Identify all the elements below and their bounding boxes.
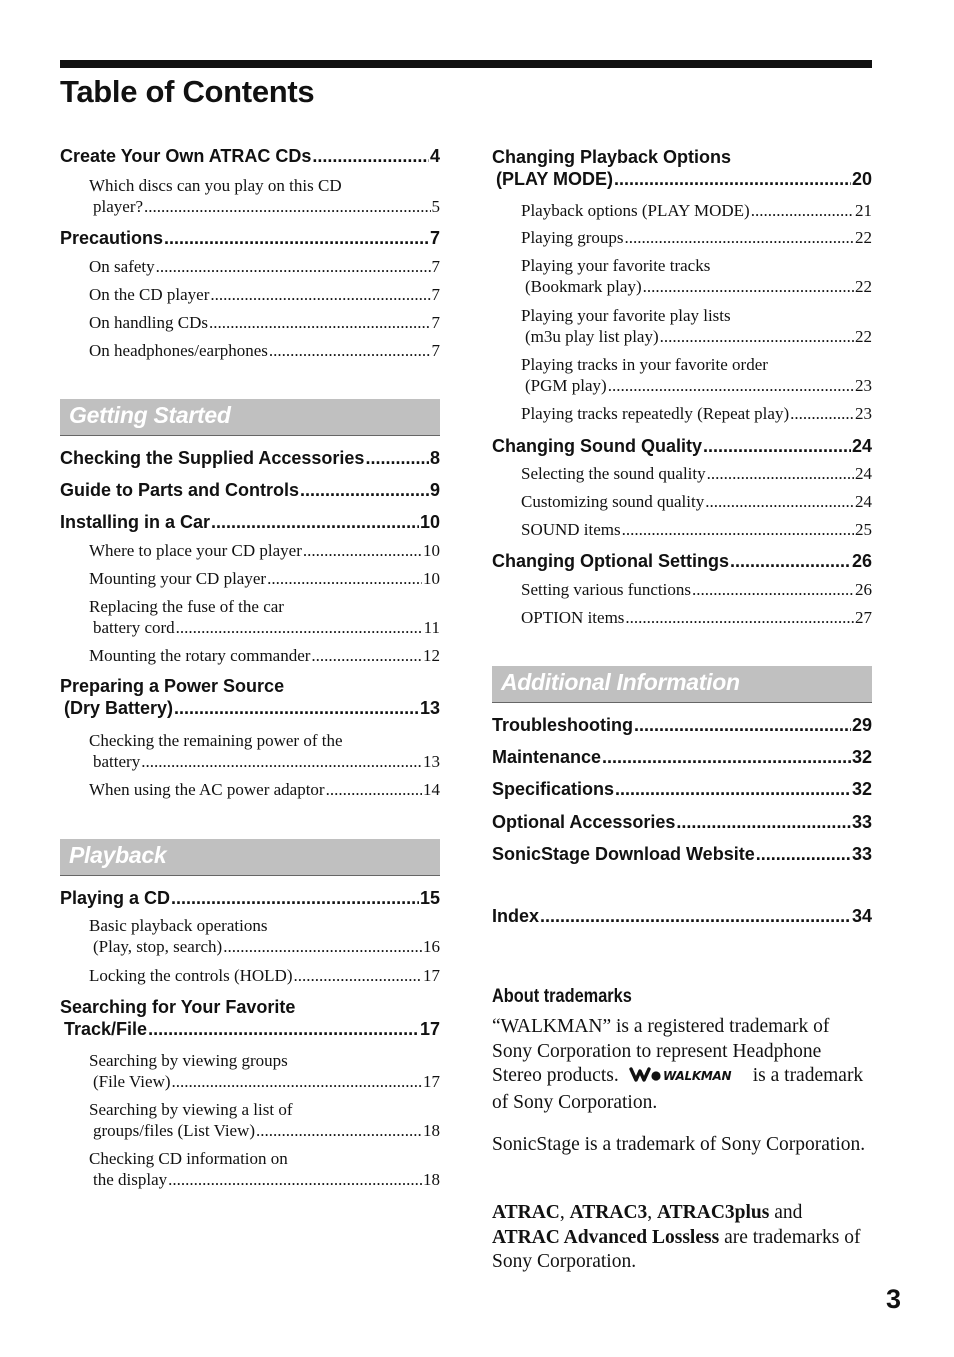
toc-text: SOUND items [521, 520, 621, 539]
toc-subentry [60, 340, 440, 361]
toc-subentry [492, 463, 872, 484]
toc-page-number: 23 [855, 376, 872, 395]
section-heading-label: Getting Started [69, 402, 231, 428]
leader-dots [209, 312, 431, 333]
section-heading-label: Additional Information [501, 669, 740, 695]
toc-page-number: 20 [851, 169, 872, 189]
toc-entry [492, 435, 872, 457]
atrac-name: ATRAC [492, 1202, 560, 1223]
toc-entry [492, 550, 872, 572]
toc-page-number: 21 [855, 201, 872, 220]
toc-entry [60, 447, 440, 469]
trademarks-heading: About trademarks [492, 986, 632, 1007]
toc-text: Which discs can you play on this CD [89, 176, 342, 195]
toc-entry [492, 778, 872, 800]
toc-text: Maintenance [492, 747, 602, 767]
atrac3plus-name: ATRAC3plus [657, 1202, 770, 1223]
toc-text: Preparing a Power Source [60, 676, 285, 696]
toc-entry [60, 511, 440, 533]
toc-text: Mounting your CD player [89, 569, 267, 588]
leader-dots [293, 965, 422, 986]
leader-dots [622, 519, 854, 540]
toc-line [89, 284, 440, 305]
toc-entry [492, 714, 872, 736]
toc-line [521, 326, 872, 347]
toc-text: Replacing the fuse of the car [89, 597, 284, 616]
toc-page-number: 25 [855, 520, 872, 539]
toc-line [60, 996, 440, 1018]
toc-page-number: 22 [855, 327, 872, 346]
toc-line [492, 550, 872, 572]
toc-entry [492, 811, 872, 833]
toc-page-number: 9 [429, 480, 440, 500]
toc-line [89, 596, 440, 617]
toc-text: Playback options (PLAY MODE) [521, 201, 750, 220]
toc-line [492, 746, 872, 768]
trademark-walkman-text-end: is a trademark of Sony Corporation. [492, 1065, 864, 1113]
toc-subentry [492, 607, 872, 628]
toc-line [89, 645, 440, 666]
toc-subentry [60, 645, 440, 666]
toc-text: (PLAY MODE) [496, 169, 614, 189]
toc-text: the display [93, 1170, 168, 1189]
leader-dots [210, 284, 430, 305]
toc-text: Playing a CD [60, 888, 171, 908]
toc-line [89, 965, 440, 986]
toc-page-number: 33 [851, 812, 872, 832]
toc-line [60, 145, 440, 167]
toc-page-number: 7 [431, 257, 440, 276]
toc-text: Playing your favorite play lists [521, 306, 731, 325]
leader-dots [311, 645, 422, 666]
leader-dots [625, 607, 854, 628]
toc-entry [492, 146, 872, 190]
leader-dots [634, 714, 851, 736]
toc-line [89, 1148, 440, 1169]
leader-dots [707, 463, 854, 484]
toc-line [492, 811, 872, 833]
toc-line [89, 1050, 440, 1071]
toc-subentry [60, 1148, 440, 1190]
section-heading-additional-information [492, 666, 872, 703]
toc-page-number: 32 [851, 779, 872, 799]
toc-page-number: 10 [419, 512, 440, 532]
toc-page-number: 16 [423, 937, 440, 956]
toc-page-number: 27 [855, 608, 872, 627]
toc-text: OPTION items [521, 608, 625, 627]
toc-line [492, 905, 872, 927]
trademark-walkman-text: “WALKMAN” is a registered trademark of Sony Corporation to represent Headphone Stereo products. [492, 1016, 830, 1086]
toc-page-number: 29 [851, 715, 872, 735]
leader-dots [624, 227, 854, 248]
leader-dots [614, 168, 851, 190]
toc-page-number: 22 [855, 277, 872, 296]
toc-subentry [60, 1050, 440, 1092]
toc-page-number: 10 [423, 541, 440, 560]
toc-line [521, 607, 872, 628]
trademark-walkman-paragraph [492, 1015, 872, 1115]
toc-text: (File View) [93, 1072, 171, 1091]
toc-text: Checking the remaining power of the [89, 731, 343, 750]
toc-text: (PGM play) [525, 376, 607, 395]
toc-page-number: 5 [431, 197, 440, 216]
leader-dots [141, 751, 422, 772]
toc-line [521, 305, 872, 326]
section-heading-playback [60, 839, 440, 876]
leader-dots [168, 1169, 422, 1190]
toc-line [521, 255, 872, 276]
toc-text: Index [492, 906, 540, 926]
toc-subentry [60, 256, 440, 277]
leader-dots [643, 276, 854, 297]
toc-subentry [492, 403, 872, 424]
toc-line [89, 175, 440, 196]
toc-page-number: 7 [431, 341, 440, 360]
toc-entry [60, 145, 440, 167]
toc-page-number: 26 [851, 551, 872, 571]
toc-page-number: 24 [855, 492, 872, 511]
toc-entry [60, 887, 440, 909]
leader-dots [676, 811, 851, 833]
toc-line [89, 779, 440, 800]
toc-line [89, 256, 440, 277]
toc-page-number: 17 [419, 1019, 440, 1039]
leader-dots [300, 479, 429, 501]
toc-page-number: 7 [431, 313, 440, 332]
toc-page-number: 24 [851, 436, 872, 456]
atrac-lossless-name: ATRAC Advanced Lossless [492, 1226, 720, 1248]
toc-text: Track/File [64, 1019, 148, 1039]
toc-text: (Play, stop, search) [93, 937, 223, 956]
leader-dots [171, 887, 419, 909]
toc-subentry [60, 312, 440, 333]
toc-line [521, 403, 872, 424]
toc-text: On headphones/earphones [89, 341, 268, 360]
toc-line [89, 1169, 440, 1190]
leader-dots [312, 145, 429, 167]
toc-line [521, 491, 872, 512]
toc-page-number: 11 [423, 618, 440, 637]
toc-text: Troubleshooting [492, 715, 633, 735]
toc-line [60, 511, 440, 533]
toc-line [492, 168, 872, 190]
toc-page-number: 15 [419, 888, 440, 908]
toc-line [492, 146, 872, 168]
toc-text: (Dry Battery) [64, 698, 174, 718]
leader-dots [176, 617, 423, 638]
toc-entry [60, 996, 440, 1040]
toc-text: (m3u play list play) [525, 327, 659, 346]
toc-page-number: 12 [423, 646, 440, 665]
section-heading-label: Playback [69, 842, 167, 868]
toc-text: Optional Accessories [492, 812, 676, 832]
toc-line [89, 540, 440, 561]
toc-subentry [60, 568, 440, 589]
toc-text: Guide to Parts and Controls [60, 480, 300, 500]
leader-dots [756, 843, 851, 865]
toc-line [60, 887, 440, 909]
toc-subentry [60, 730, 440, 772]
title-rule [60, 60, 872, 68]
toc-entry [60, 675, 440, 719]
toc-line [89, 1099, 440, 1120]
toc-line [521, 227, 872, 248]
leader-dots [164, 227, 429, 249]
toc-line [89, 936, 440, 957]
leader-dots [615, 778, 851, 800]
toc-text: Setting various functions [521, 580, 691, 599]
leader-dots [751, 200, 854, 221]
toc-text: Basic playback operations [89, 916, 268, 935]
toc-line [521, 276, 872, 297]
leader-dots [703, 435, 851, 457]
toc-text: On handling CDs [89, 313, 208, 332]
toc-text: When using the AC power adaptor [89, 780, 325, 799]
toc-line [60, 697, 440, 719]
toc-page-number: 14 [423, 780, 440, 799]
toc-line [521, 200, 872, 221]
page-number: 3 [886, 1284, 902, 1314]
toc-subentry [492, 354, 872, 396]
toc-page-number: 26 [855, 580, 872, 599]
leader-dots [540, 905, 851, 927]
toc-line [492, 435, 872, 457]
toc-entry [60, 227, 440, 249]
toc-subentry [60, 175, 440, 217]
toc-page-number: 4 [429, 146, 440, 166]
trademark-atrac-paragraph: ATRAC, ATRAC3, ATRAC3plus and ATRAC Advanced Lossless are trademarks of Sony Corporation. [492, 1202, 861, 1272]
toc-line [60, 675, 440, 697]
toc-line [89, 312, 440, 333]
leader-dots [705, 491, 854, 512]
toc-page-number: 8 [429, 448, 440, 468]
toc-line [60, 479, 440, 501]
toc-text: Playing groups [521, 228, 624, 247]
toc-text: player? [93, 197, 144, 216]
toc-line [89, 340, 440, 361]
toc-line [492, 778, 872, 800]
toc-text: (Bookmark play) [525, 277, 642, 296]
toc-text: groups/files (List View) [93, 1121, 256, 1140]
walkman-logo-text: WALKMAN [662, 1069, 731, 1083]
toc-text: SonicStage Download Website [492, 844, 755, 864]
toc-line [89, 915, 440, 936]
toc-text: Checking CD information on [89, 1149, 288, 1168]
leader-dots [303, 540, 422, 561]
toc-text: battery [93, 752, 141, 771]
leader-dots [174, 697, 419, 719]
toc-text: Selecting the sound quality [521, 464, 706, 483]
toc-text: Searching by viewing a list of [89, 1100, 293, 1119]
toc-page-number: 22 [855, 228, 872, 247]
leader-dots [602, 746, 851, 768]
leader-dots [269, 340, 431, 361]
leader-dots [223, 936, 422, 957]
toc-text: Locking the controls (HOLD) [89, 966, 293, 985]
toc-subentry [60, 1099, 440, 1141]
toc-text: Precautions [60, 228, 164, 248]
toc-page-number: 23 [855, 404, 872, 423]
toc-text: Playing your favorite tracks [521, 256, 711, 275]
toc-line [60, 447, 440, 469]
toc-subentry [60, 540, 440, 561]
toc-page-number: 24 [855, 464, 872, 483]
toc-text: Mounting the rotary commander [89, 646, 311, 665]
toc-subentry [60, 915, 440, 957]
toc-line [89, 751, 440, 772]
toc-subentry [492, 579, 872, 600]
leader-dots [790, 403, 854, 424]
toc-text: Customizing sound quality [521, 492, 705, 511]
toc-text: Searching for Your Favorite [60, 997, 296, 1017]
toc-page-number: 34 [851, 906, 872, 926]
toc-subentry [492, 227, 872, 248]
leader-dots [365, 447, 429, 469]
leader-dots [172, 1071, 422, 1092]
toc-text: Playing tracks repeatedly (Repeat play) [521, 404, 790, 423]
toc-page-number: 13 [419, 698, 440, 718]
toc-line [89, 568, 440, 589]
atrac3-name: ATRAC3 [569, 1202, 648, 1223]
leader-dots [660, 326, 854, 347]
toc-line [60, 227, 440, 249]
toc-text: Create Your Own ATRAC CDs [60, 146, 312, 166]
toc-text: On safety [89, 257, 155, 276]
toc-subentry [60, 596, 440, 638]
toc-entry [492, 746, 872, 768]
toc-line [521, 519, 872, 540]
toc-page-number: 7 [431, 285, 440, 304]
toc-line [492, 843, 872, 865]
toc-subentry [492, 305, 872, 347]
toc-line [521, 463, 872, 484]
toc-text: Installing in a Car [60, 512, 211, 532]
trademark-sonicstage-paragraph: SonicStage is a trademark of Sony Corporation. [492, 1134, 866, 1155]
toc-entry [60, 479, 440, 501]
toc-subentry [492, 491, 872, 512]
toc-line [89, 617, 440, 638]
walkman-logo [629, 1065, 745, 1091]
toc-line [521, 375, 872, 396]
toc-line [89, 1120, 440, 1141]
toc-text: Searching by viewing groups [89, 1051, 288, 1070]
leader-dots [608, 375, 854, 396]
toc-line [492, 714, 872, 736]
leader-dots [148, 1018, 419, 1040]
toc-page-number: 17 [423, 966, 440, 985]
toc-line [89, 1071, 440, 1092]
toc-text: Where to place your CD player [89, 541, 302, 560]
leader-dots [211, 511, 419, 533]
leader-dots [326, 779, 422, 800]
toc-line [521, 579, 872, 600]
toc-page-number: 18 [423, 1170, 440, 1189]
page-title: Table of Contents [60, 74, 315, 109]
leader-dots [267, 568, 422, 589]
section-heading-getting-started [60, 399, 440, 436]
toc-subentry [60, 965, 440, 986]
toc-text: Checking the Supplied Accessories [60, 448, 365, 468]
toc-text: Changing Playback Options [492, 147, 732, 167]
toc-subentry [60, 779, 440, 800]
toc-page-number: 7 [429, 228, 440, 248]
toc-text: Changing Optional Settings [492, 551, 729, 571]
toc-text: Playing tracks in your favorite order [521, 355, 768, 374]
and-text: and [774, 1202, 803, 1223]
leader-dots [256, 1120, 422, 1141]
toc-page-number: 17 [423, 1072, 440, 1091]
toc-line [521, 354, 872, 375]
toc-line [89, 730, 440, 751]
toc-page-number: 18 [423, 1121, 440, 1140]
leader-dots [156, 256, 431, 277]
toc-text: Changing Sound Quality [492, 436, 702, 456]
toc-text: battery cord [93, 618, 175, 637]
toc-entry [492, 905, 872, 927]
toc-text: On the CD player [89, 285, 210, 304]
toc-line [89, 196, 440, 217]
toc-line [60, 1018, 440, 1040]
toc-subentry [492, 255, 872, 297]
toc-text: Specifications [492, 779, 615, 799]
atrac-trademark-tail: are trademarks of Sony Corporation. [492, 1226, 861, 1272]
toc-subentry [492, 519, 872, 540]
toc-subentry [60, 284, 440, 305]
toc-subentry [492, 200, 872, 221]
toc-entry [492, 843, 872, 865]
toc-page-number: 13 [423, 752, 440, 771]
leader-dots [144, 196, 430, 217]
leader-dots [692, 579, 854, 600]
toc-page-number: 33 [851, 844, 872, 864]
toc-page-number: 32 [851, 747, 872, 767]
leader-dots [730, 550, 851, 572]
toc-page-number: 10 [423, 569, 440, 588]
